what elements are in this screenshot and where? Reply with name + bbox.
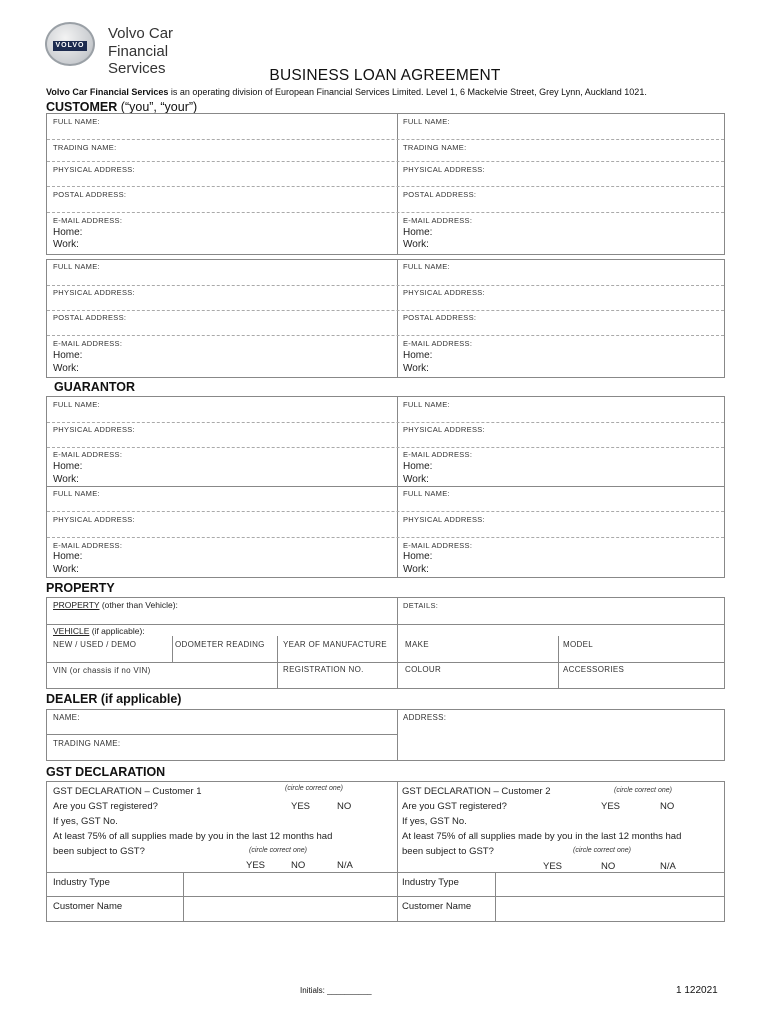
g4-home-label: Home: (403, 551, 433, 562)
g1-home-label: Home: (53, 461, 83, 472)
gst-c1-supplies-1: At least 75% of all supplies made by you in the last 12 months had (53, 831, 333, 842)
volvo-emblem-icon (45, 22, 95, 66)
gst-c2-industry-label: Industry Type (402, 877, 459, 888)
c2-work-label: Work: (403, 239, 429, 250)
guarantor-block (46, 396, 725, 578)
vehicle-label-main: VEHICLE (53, 626, 90, 636)
divider (183, 872, 184, 922)
field-divider (47, 335, 724, 336)
c2-email-label: E-MAIL ADDRESS: (403, 216, 473, 225)
divider (277, 636, 278, 689)
gst-c1-supplies-na[interactable]: N/A (337, 860, 353, 871)
row-divider (47, 486, 724, 487)
property-label (53, 600, 178, 610)
g1-email-label: E-MAIL ADDRESS: (53, 450, 123, 459)
odometer-label: ODOMETER READING (175, 640, 265, 649)
g2-physical-label: PHYSICAL ADDRESS: (403, 425, 485, 434)
field-divider (47, 285, 724, 286)
registration-label: REGISTRATION NO. (283, 665, 364, 674)
g4-physical-label: PHYSICAL ADDRESS: (403, 515, 485, 524)
field-divider (47, 186, 724, 187)
c1-postal-label: POSTAL ADDRESS: (53, 190, 127, 199)
colour-label: COLOUR (405, 665, 442, 674)
field-divider (47, 212, 724, 213)
row-divider (47, 896, 724, 897)
gst-c2-registered-no[interactable]: NO (660, 801, 675, 812)
gst-c2-supplies-2: been subject to GST? (402, 846, 494, 857)
gst-c2-registered-yes[interactable]: YES (601, 801, 621, 812)
c3-full-name-label: FULL NAME: (53, 262, 100, 271)
g2-email-label: E-MAIL ADDRESS: (403, 450, 473, 459)
customer-heading-sub: (“you”, “your”) (117, 100, 198, 114)
c1-home-label: Home: (53, 227, 83, 238)
gst-c1-circle-1: (circle correct one) (285, 785, 343, 792)
property-details-label: DETAILS: (403, 601, 439, 610)
g2-home-label: Home: (403, 461, 433, 472)
property-label-main: PROPERTY (53, 600, 100, 610)
gst-c1-supplies-2: been subject to GST? (53, 846, 145, 857)
gst-c1-gst-no: If yes, GST No. (53, 816, 118, 827)
c4-postal-label: POSTAL ADDRESS: (403, 313, 477, 322)
intro-rest: is an operating division of European Financial Services Limited. Level 1, 6 Mackelvie Street, Grey Lynn, Auckland 1021. (168, 87, 647, 97)
dealer-block (46, 709, 725, 761)
divider (397, 781, 398, 922)
divider (397, 597, 398, 689)
divider (397, 709, 398, 761)
c1-physical-label: PHYSICAL ADDRESS: (53, 165, 135, 174)
gst-heading: GST DECLARATION (46, 765, 166, 779)
c4-work-label: Work: (403, 363, 429, 374)
customer-block-2 (46, 259, 725, 378)
row-divider (47, 624, 724, 625)
c4-home-label: Home: (403, 350, 433, 361)
divider (495, 872, 496, 922)
model-label: MODEL (563, 640, 593, 649)
property-label-sub: (other than Vehicle): (99, 600, 178, 610)
gst-c2-circle-2: (circle correct one) (573, 847, 631, 854)
g2-work-label: Work: (403, 474, 429, 485)
field-divider (47, 422, 724, 423)
dealer-address-label: ADDRESS: (403, 713, 447, 722)
initials-line: Initials: __________ (300, 986, 372, 995)
gst-c1-title: GST DECLARATION – Customer 1 (53, 786, 202, 797)
gst-c2-registered-q: Are you GST registered? (402, 801, 507, 812)
gst-c1-industry-label: Industry Type (53, 877, 110, 888)
divider (397, 259, 398, 378)
dealer-trading-label: TRADING NAME: (53, 739, 121, 748)
c1-full-name-label: FULL NAME: (53, 117, 100, 126)
property-heading: PROPERTY (46, 581, 115, 595)
customer-heading (46, 100, 197, 114)
gst-c2-supplies-yes[interactable]: YES (543, 861, 563, 872)
customer-heading-main: CUSTOMER (46, 100, 118, 114)
gst-c1-registered-yes[interactable]: YES (291, 801, 311, 812)
gst-c2-supplies-1: At least 75% of all supplies made by you in the last 12 months had (402, 831, 682, 842)
gst-c1-customer-name-label: Customer Name (53, 901, 123, 912)
logo-line-1: Volvo Car (108, 25, 174, 42)
page-code: 1 122021 (676, 985, 718, 996)
gst-c1-registered-q: Are you GST registered? (53, 801, 158, 812)
gst-c2-supplies-no[interactable]: NO (601, 861, 616, 872)
field-divider (47, 139, 724, 140)
gst-c2-gst-no: If yes, GST No. (402, 816, 467, 827)
c2-physical-label: PHYSICAL ADDRESS: (403, 165, 485, 174)
c4-full-name-label: FULL NAME: (403, 262, 450, 271)
c3-email-label: E-MAIL ADDRESS: (53, 339, 123, 348)
vehicle-label-sub: (if applicable): (89, 626, 145, 636)
gst-c2-customer-name-label: Customer Name (402, 901, 472, 912)
logo-badge: VOLVO (53, 41, 87, 51)
g3-full-name-label: FULL NAME: (53, 489, 100, 498)
dealer-name-label: NAME: (53, 713, 80, 722)
volvo-logo (45, 20, 225, 77)
intro-text (46, 87, 647, 97)
vehicle-label (53, 626, 145, 636)
c3-work-label: Work: (53, 363, 79, 374)
row-divider (47, 872, 724, 873)
divider (172, 636, 173, 662)
gst-c1-supplies-yes[interactable]: YES (246, 860, 266, 871)
c4-email-label: E-MAIL ADDRESS: (403, 339, 473, 348)
vin-label: VIN (or chassis if no VIN) (53, 666, 151, 675)
divider (397, 396, 398, 578)
make-label: MAKE (405, 640, 429, 649)
gst-c2-supplies-na[interactable]: N/A (660, 861, 676, 872)
g1-work-label: Work: (53, 474, 79, 485)
field-divider (47, 537, 724, 538)
guarantor-heading: GUARANTOR (54, 380, 136, 394)
dealer-heading: DEALER (if applicable) (46, 692, 182, 706)
g3-work-label: Work: (53, 564, 79, 575)
c3-home-label: Home: (53, 350, 83, 361)
new-used-label: NEW / USED / DEMO (53, 640, 137, 649)
divider (397, 113, 398, 255)
g4-email-label: E-MAIL ADDRESS: (403, 541, 473, 550)
c2-postal-label: POSTAL ADDRESS: (403, 190, 477, 199)
g2-full-name-label: FULL NAME: (403, 400, 450, 409)
logo-line-2: Financial Services (108, 43, 169, 77)
gst-c1-supplies-no[interactable]: NO (291, 860, 306, 871)
g4-work-label: Work: (403, 564, 429, 575)
c1-trading-name-label: TRADING NAME: (53, 143, 117, 152)
g3-home-label: Home: (53, 551, 83, 562)
field-divider (47, 310, 724, 311)
customer-block-1 (46, 113, 725, 255)
gst-c2-circle-1: (circle correct one) (614, 787, 672, 794)
g3-email-label: E-MAIL ADDRESS: (53, 541, 123, 550)
c3-physical-label: PHYSICAL ADDRESS: (53, 288, 135, 297)
g1-physical-label: PHYSICAL ADDRESS: (53, 425, 135, 434)
c1-email-label: E-MAIL ADDRESS: (53, 216, 123, 225)
c2-full-name-label: FULL NAME: (403, 117, 450, 126)
intro-company: Volvo Car Financial Services (46, 87, 169, 97)
c1-work-label: Work: (53, 239, 79, 250)
page-title: BUSINESS LOAN AGREEMENT (269, 67, 501, 84)
g4-full-name-label: FULL NAME: (403, 489, 450, 498)
c2-home-label: Home: (403, 227, 433, 238)
gst-c2-title: GST DECLARATION – Customer 2 (402, 786, 551, 797)
gst-c1-registered-no[interactable]: NO (337, 801, 352, 812)
gst-c1-circle-2: (circle correct one) (249, 847, 307, 854)
c3-postal-label: POSTAL ADDRESS: (53, 313, 127, 322)
g3-physical-label: PHYSICAL ADDRESS: (53, 515, 135, 524)
divider (558, 636, 559, 689)
c2-trading-name-label: TRADING NAME: (403, 143, 467, 152)
field-divider (47, 447, 724, 448)
field-divider (47, 161, 724, 162)
g1-full-name-label: FULL NAME: (53, 400, 100, 409)
accessories-label: ACCESSORIES (563, 665, 625, 674)
row-divider (47, 734, 397, 735)
c4-physical-label: PHYSICAL ADDRESS: (403, 288, 485, 297)
field-divider (47, 511, 724, 512)
year-label: YEAR OF MANUFACTURE (283, 640, 387, 649)
row-divider (47, 662, 724, 663)
